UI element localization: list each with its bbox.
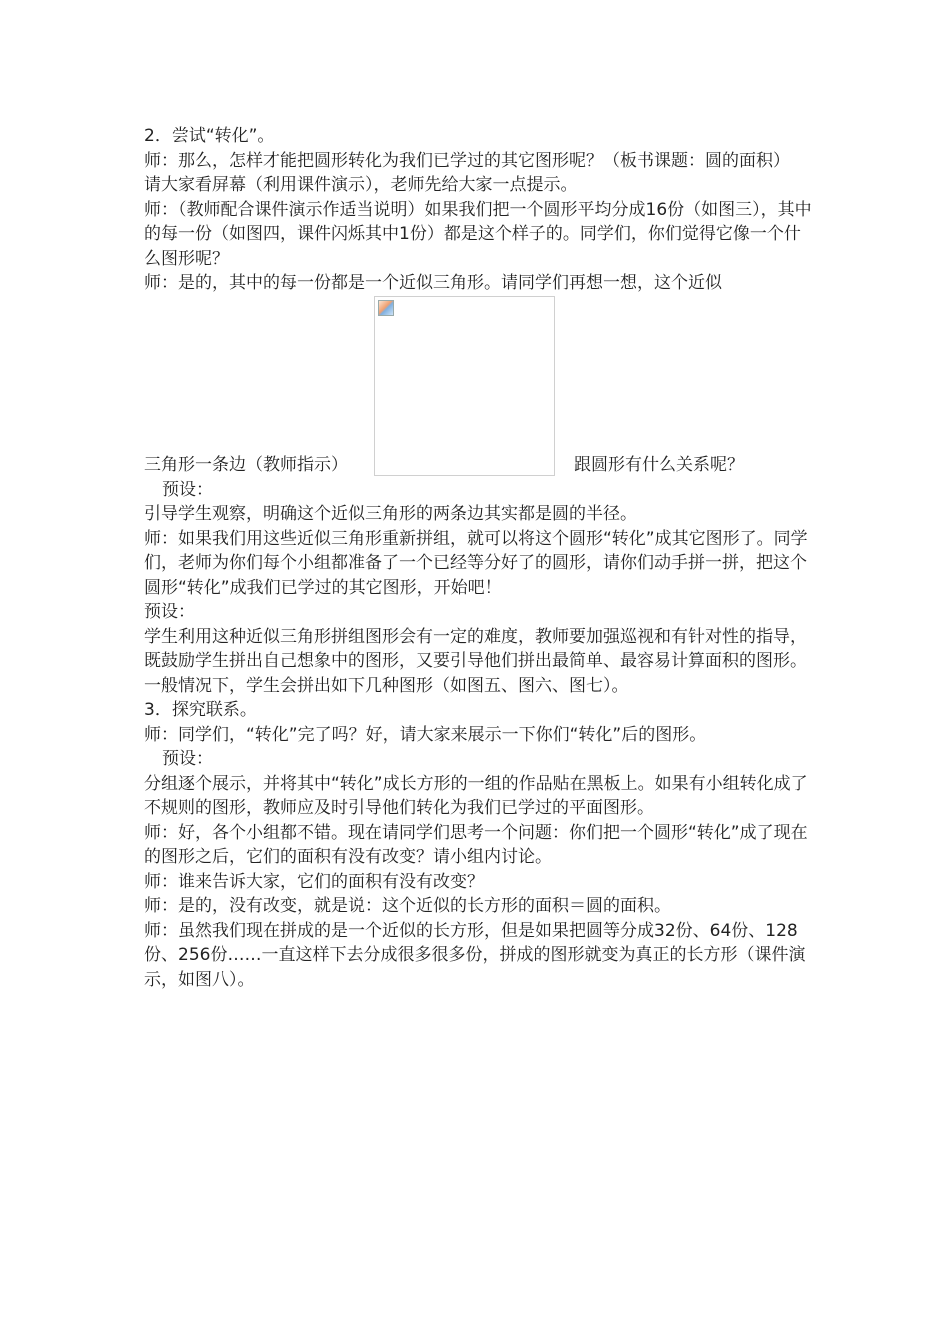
paragraph: 师：如果我们用这些近似三角形重新拼组，就可以将这个圆形“转化”成其它图形了。同学们，老师为你们每个小组都准备了一个已经等分好了的圆形，请你们动手拼一拼，把这个圆形“转化”成我们已学过的其它图形，开始吧！ (144, 528, 808, 598)
preset-label: 预设： (162, 749, 213, 769)
paragraph: 分组逐个展示，并将其中“转化”成长方形的一组的作品贴在黑板上。如果有小组转化成了不规则的图形，教师应及时引导他们转化为我们已学过的平面图形。 (144, 773, 808, 818)
heading-try-transform: 2．尝试“转化”。 (144, 126, 275, 146)
paragraph: 师：那么，怎样才能把圆形转化为我们已学过的其它图形呢？（板书课题：圆的面积） (144, 150, 790, 171)
embedded-image-placeholder (374, 296, 555, 476)
paragraph: 请大家看屏幕（利用课件演示），老师先给大家一点提示。 (144, 175, 578, 195)
heading-explore-relation: 3．探究联系。 (144, 700, 257, 720)
paragraph: 师：是的，其中的每一份都是一个近似三角形。请同学们再想一想，这个近似 (144, 273, 722, 293)
paragraph: 师：虽然我们现在拼成的是一个近似的长方形，但是如果把圆等分成32份、64份、128份、256份……一直这样下去分成很多很多份，拼成的图形就变为真正的长方形（课件演示，如图八）。 (144, 920, 806, 990)
paragraph: 师：是的，没有改变，就是说：这个近似的长方形的面积＝圆的面积。 (144, 896, 671, 916)
inline-text-before-image: 三角形一条边（教师指示） (144, 455, 348, 475)
inline-text-after-image: 跟圆形有什么关系呢？ (574, 455, 744, 475)
document-body (144, 124, 814, 992)
paragraph: 师：谁来告诉大家，它们的面积有没有改变？ (144, 871, 484, 892)
inline-image-line (144, 296, 814, 478)
paragraph: 师：（教师配合课件演示作适当说明）如果我们把一个圆形平均分成16份（如图三），其中的每一份（如图四，课件闪烁其中1份）都是这个样子的。同学们，你们觉得它像一个什么图形呢？ (144, 199, 812, 269)
broken-image-icon (378, 300, 394, 316)
paragraph: 引导学生观察，明确这个近似三角形的两条边其实都是圆的半径。 (144, 504, 637, 524)
preset-label: 预设： (162, 479, 213, 500)
paragraph: 学生利用这种近似三角形拼组图形会有一定的难度，教师要加强巡视和有针对性的指导，既鼓励学生拼出自己想象中的图形，又要引导他们拼出最简单、最容易计算面积的图形。一般情况下，学生会拼出如下几种图形（如图五、图六、图七）。 (144, 626, 807, 696)
preset-label: 预设： (144, 602, 195, 622)
paragraph: 师：同学们，“转化”完了吗？好，请大家来展示一下你们“转化”后的图形。 (144, 724, 707, 745)
paragraph: 师：好，各个小组都不错。现在请同学们思考一个问题：你们把一个圆形“转化”成了现在的图形之后，它们的面积有没有改变？请小组内讨论。 (144, 822, 808, 867)
